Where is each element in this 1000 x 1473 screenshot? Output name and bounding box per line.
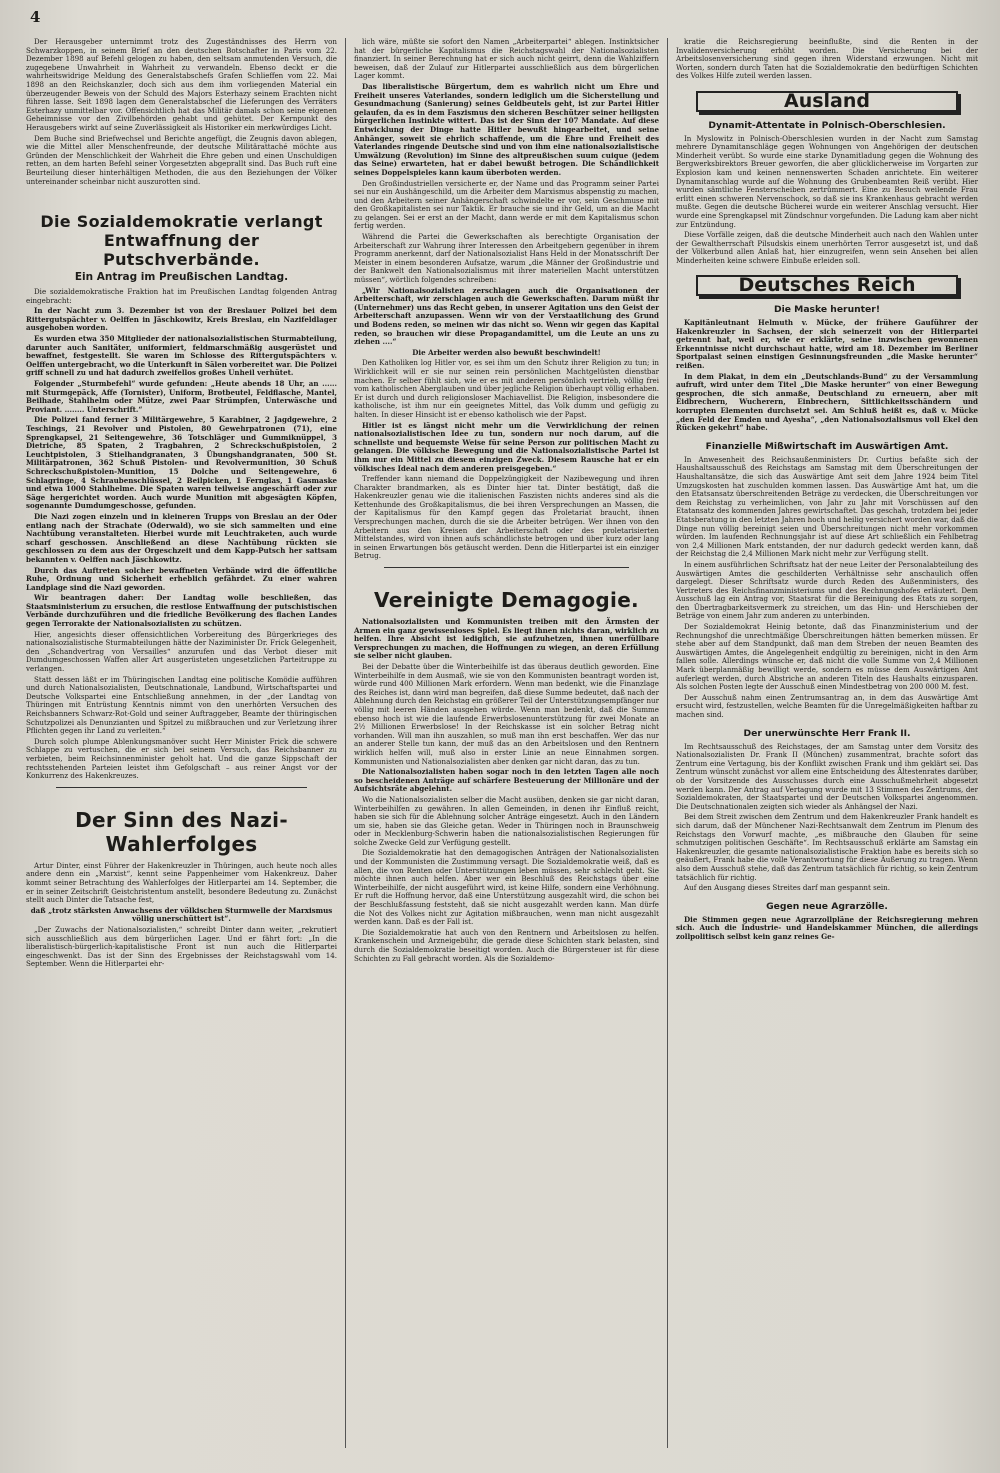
article-paragraph: Der Ausschuß nahm einen Zentrumsantrag an, in dem das Auswärtige Amt ersucht wird, festzustellen, welche Beamten für die Unregelmäßigkeiten haftbar zu machen sind. — [676, 692, 978, 719]
article-paragraph: Durch solch plumpe Ablenkungsmanöver sucht Herr Minister Frick die schwere Schlappe zu vertuschen, die er sich bei seinem Versuch, das Reichsbanner zu verbieten, beim Reichsinnenminister geholt hat. Und die ganze Sippschaft der rechtsstehenden Parteien leistet ihm Gefolgschaft – aus reiner Angst vor der Konkurrenz des Hakenkreuzes. — [26, 736, 337, 781]
column-3 — [668, 38, 978, 1448]
page-number: 4 — [30, 8, 41, 26]
article-paragraph: Wo die Nationalsozialisten selber die Macht ausüben, denken sie gar nicht daran, Winterbeihilfen zu gewähren. In allen Gemeinden, in denen ihr Einfluß reicht, haben sie sich für die Ablehnung solcher Anträge eingesetzt. Auch in den Ländern um sie, haben sie das Gleiche getan. Weder in Thüringen noch in Braunschweig oder in Mecklenburg-Schwerin haben die nationalsozialistischen Regierungen für solche Zwecke Geld zur Verfügung gestellt. — [354, 794, 659, 847]
article-paragraph: Die Stimmen gegen neue Agrarzollpläne der Reichsregierung mehren sich. Auch die Industrie- und Handelskammer München, die allerdings zollpolitisch selbst kein ganz reines Ge- — [676, 914, 978, 941]
article-headline: Vereinigte Demagogie. — [374, 588, 639, 613]
article-paragraph: Den Katholiken log Hitler vor, es sei ihm um den Schutz ihrer Religion zu tun; in Wirklichkeit will er sie nur seinen rein persönlichen Machtgelüsten dienstbar machen. Er selber fühlt sich, wie er es mit anderen persönlich vertrieb, völlig frei vom katholischen Aberglauben und über jegliche Religion überhaupt völlig erhaben. Er ist durch und durch religionsloser Machiavellist. Die Religion, insbesondere die katholische, ist ihm nur ein geeignetes Mittel, das Volk dumm und gefügig zu halten. In dieser Hinsicht ist er ebenso katholisch wie der Papst. — [354, 358, 659, 419]
article-paragraph: Den Großindustriellen versicherte er, der Name und das Programm seiner Partei sei nur ein Aushängeschild, um die Arbeiter dem Marxismus abspenstig zu machen, und den Arbeitern seiner Anhängerschaft schwindelte er vor, sein Geschmuse mit den Großkapitalisten sei nur Taktik. Er brauche sie und ihr Geld, um an die Macht zu gelangen. Sei er erst an der Macht, dann werde er mit dem Kapitalismus schon fertig werden. — [354, 178, 659, 231]
divider — [56, 787, 307, 788]
article-paragraph: Artur Dinter, einst Führer der Hakenkreuzler in Thüringen, auch heute noch alles andere denn ein „Marxist“, kennt seine Pappenheimer vom Hakenkreuz. Daher kommt seiner Betrachtung des Wahlerfolges der Hitlerpartei am 14. September, die er in seiner Zeitschrift Geistchristentum anstellt, besondere Bedeutung zu. Zunächst stellt auch Dinter die Tatsache fest, — [26, 860, 337, 905]
article-paragraph: Bei der Debatte über die Winterbeihilfe ist das überaus deutlich geworden. Eine Winterbeihilfe in dem Ausmaß, wie sie von den Kommunisten beantragt worden ist, würde rund 400 Millionen Mark erfordern. Wenn man bedenkt, wie die Finanzlage des Reiches ist, dann wird man begreifen, daß diese Summe bedeutet, daß nach der Ablehnung durch den Reichstag ein größerer Teil der Unterstützungsempfänger nur völlig mit leeren Händen ausgehen würde. Wenn man bedenkt, daß die Summe ebenso hoch ist wie die laufende Erwerbslosenunterstützung für zwei Monate an 2½ Millionen Erwerbslose! In der Reichskasse ist ein solcher Betrag nicht vorhanden. Will man ihn auszahlen, so muß man ihn erst beschaffen. Wer das nur an anderer Stelle tun kann, der muß das an den Arbeitslosen und den Rentnern wirklich helfen will, muß also in erster Linie an neue Einnahmen sorgen. Kommunisten und Nationalsozialisten aber denken gar nicht daran, das zu tun. — [354, 662, 659, 766]
article-paragraph: kratie die Reichsregierung beeinflußte, sind die Renten in der Invalidenversicherung erhöht worden. Die Versicherung bei der Arbeitslosenversicherung sind gegen ihren Widerstand erzwungen. Nicht mit Worten, sondern durch Taten hat die Sozialdemokratie den bedürftigen Schichten des Volkes Hilfe zuteil werden lassen. — [676, 38, 978, 81]
article-paragraph: In Myslowitz in Polnisch-Oberschlesien wurden in der Nacht zum Samstag mehrere Dynamitanschläge gegen Wohnungen von Angehörigen der deutschen Minderheit verübt. So wurde eine starke Dynamitladung gegen die Wohnung des Bergwerksbirektors Breuer geworfen, die aber glücklicherweise im Vorgarten zur Explosion kam und keinen nennenswerten Schaden anrichtete. Ein weiterer Dynamitanschlag wurde auf die Wohnung des Grubenbeamten Reiß verübt. Hier wurden sämtliche Fensterscheiben zertrümmert. Eine zu Besuch weilende Frau erlitt einen schweren Nervenschock, so daß sie ins Krankenhaus gebracht werden mußte. Gegen die deutsche Bücherei wurde ein weiterer Anschlag versucht. Hier wurde eine Sprengkapsel mit Zündschnur vorgefunden. Die Ladung kam aber nicht zur Entzündung. — [676, 133, 978, 229]
article-paragraph: Die Sozialdemokratie hat auch von den Rentnern und Arbeitslosen zu helfen. Krankenschein und Arzneigebühr, die gerade diese Schichten stark belasten, sind durch die Sozialdemokratie beseitigt worden. Auch die Bürgersteuer ist für diese Schichten zu Fall gebracht worden. Als die Sozialdemo- — [354, 927, 659, 963]
article-paragraph: Hier, angesichts dieser offensichtlichen Vorbereitung des Bürgerkrieges des nationalsozialistische Sturmabteilungen hätte der Naziminister Dr. Frick Gelegenheit, den „Schandvertrag von Versailles“ anzurufen und das Verbot dieser mit Dumdumgeschossen Waffen aller Art ausgerüsteten ungesetzlichen Parteitruppe zu verlangen. — [26, 629, 337, 674]
article-paragraph: Hitler ist es längst nicht mehr um die Verwirklichung der reinen nationalsozialistischen Idee zu tun, sondern nur noch darum, auf die schnellste und bequemste Weise für seine Person zur politischen Macht zu gelangen. Die völkische Bewegung und die Nationalsozialistische Partei ist ihm nur ein Mittel zu diesem einzigen Zweck. Diesem Rausche hat er ein völkisches Ideal nach dem anderen preisgegeben.“ — [354, 420, 659, 473]
article-paragraph: Die Polizei fand ferner 3 Militärgewehre, 5 Karabiner, 2 Jagdgewehre, 2 Teschings, 21 Revolver und Pistolen, 80 Gewehrpatronen (71), eine Sprengkapsel, 21 Seitengewehre, 36 Totschläger und Gummiknüppel, 3 Dietriche, 85 Spaten, 2 Tragbahren, 2 Schreckschußpistolen, 2 Leuchtpistolen, 3 Stielhandgranaten, 3 Übungshandgranaten, 500 St. Militärpatronen, 362 Schuß Pistolen- und Revolvermunition, 30 Schuß Schreckschußpistolen-Munition, 15 Dolche und Seitengewehre, 6 Schlagringe, 4 Schraubenschlüssel, 2 Beilpicken, 1 Fernglas, 1 Gasmaske und etwa 1000 Stahlhelme. Die Spaten waren teilweise angeschärft oder zur Säge hergerichtet worden. Auch wurde Munition mit abgesägten Köpfen, sogenannte Dumdumgeschosse, gefunden. — [26, 415, 337, 511]
article-headline: Der Sinn des Nazi-Wahlerfolges — [75, 807, 288, 856]
article-subheadline: Ein Antrag im Preußischen Landtag. — [74, 271, 289, 284]
article-paragraph: In der Nacht zum 3. Dezember ist von der Breslauer Polizei bei dem Rittergutspächter v. Oelffen in Jäschkowitz, Kreis Breslau, ein Nazifeldlager ausgehoben worden. — [26, 306, 337, 333]
article-paragraph: Das liberalistische Bürgertum, dem es wahrlich nicht um Ehre und Freiheit unseres Vaterlandes, sondern lediglich um die Sicherstellung und Gesundmachung (Sanierung) seines Geldbeutels geht, ist zur Partei Hitler gelaufen, da es in dem Faszismus den sicheren Beschützer seiner heiligsten bürgerlichen Instinkte wittert. Das ist der Sinn der 107 Mandate. Auf diese Entwicklung der Dinge hatte Hitler bewußt hingearbeitet, und seine Anhänger, soweit sie ehrlich schaffende, um die Ehre und Freiheit des Vaterlandes ringende Deutsche sind und von ihm eine nationalsozialistische Umwälzung (Revolution) im Sinne des altpreußischen suum cuique (jedem das Seine) erwarteten, hat er dabei bewußt betrogen. Die Schändlichkeit seines Doppelspieles kann kaum überboten werden. — [354, 81, 659, 177]
section-headline: Der unerwünschte Herr Frank II. — [743, 727, 911, 739]
article-paragraph: Es wurden etwa 350 Mitglieder der nationalsozialistischen Sturmabteilung, darunter auch Sanitäter, uniformiert, feldmarschmäßig ausgerüstet und bewaffnet, festgestellt. Sie waren im Schlosse des Rittergutspächters v. Oelffen untergebracht, wo die Unterkunft in Sälen vorbereitet war. Die Polizei griff schnell zu und hat dadurch zweifellos großes Unheil verhütet. — [26, 334, 337, 378]
article-paragraph: Die sozialdemokratische Fraktion hat im Preußischen Landtag folgenden Antrag eingebracht: — [26, 287, 337, 305]
article-paragraph: Diese Vorfälle zeigen, daß die deutsche Minderheit auch nach den Wahlen unter der Gewaltherrschaft Pilsudskis einem unerhörten Terror ausgesetzt ist, und daß der Völkerbund allen Anlaß hat, hier einzugreifen, wenn sein Ansehen bei allen Minderheiten keine schwere Einbuße erleiden soll. — [676, 230, 978, 265]
article-paragraph: Statt dessen läßt er im Thüringischen Landtag eine politische Komödie aufführen und durch Nationalsozialisten, Deutschnationale, Landbund, Wirtschaftspartei und Deutsche Volkspartei eine Entschließung annehmen, in der „der Landtag von Thüringen mit Entrüstung Kenntnis nimmt von den unerhörten Versuchen des Reichsbanners Schwarz-Rot-Gold und seiner Auftraggeber, Beamte der thüringischen Schutzpolizei als Denunzianten und Spitzel zu mißbrauchen und zur Verletzung ihrer Pflichten gegen ihr Land zu verleiten.“ — [26, 674, 337, 736]
divider — [384, 567, 629, 568]
article-paragraph: lich wäre, müßte sie sofort den Namen „Arbeiterpartei“ ablegen. Instinktsicher hat der bürgerliche Kapitalismus die Reichstagswahl der Nationalsozialisten finanziert. In seiner Berechnung hat er sich auch nicht geirrt, denn die Wahlziffern beweisen, daß der Zulauf zur Hitlerpartei ausschließlich aus dem bürgerlichen Lager kommt. — [354, 38, 659, 81]
columns — [26, 38, 978, 1448]
article-paragraph: Nationalsozialisten und Kommunisten treiben mit den Ärmsten der Armen ein ganz gewissenloses Spiel. Es liegt ihnen nichts daran, wirklich zu helfen. Ihre Absicht ist lediglich, sie aufzuhetzen, ihnen unerfüllbare Versprechungen zu machen, die Hoffnungen zu wiegen, an deren Erfüllung sie selber nicht glauben. — [354, 617, 659, 661]
article-paragraph: Kapitänleutnant Helmuth v. Mücke, der frühere Gauführer der Hakenkreuzler in Sachsen, der sich seinerzeit von der Hitlerpartei getrennt hat, weil er, wie er erklärte, seine inzwischen gewonnenen Erkenntnisse nicht durchschaut hatte, wird am 18. Dezember im Berliner Sportpalast seinen einstigen Gesinnungsfreunden „die Maske herunter“ reißen. — [676, 318, 978, 371]
article-paragraph: Bei dem Streit zwischen dem Zentrum und dem Hakenkreuzler Frank handelt es sich darum, daß der Münchener Nazi-Rechtsanwalt dem Zentrum im Plenum des Reichstags den Vorwurf machte, „es mißbrauche den Glauben für seine schmutzigen politischen Geschäfte“. Im Rechtsausschuß erklärte am Samstag ein Hakenkreuzler, die gesamte nationalsozialistische Fraktion habe es bereits sich so geäußert, Frank habe die volle Verantwortung für diese Äußerung zu tragen. Wenn also dem Ausschuß stehe, daß das Zentrum tatsächlich für richtig, so kein Zentrum tatsächlich für richtig. — [676, 812, 978, 882]
article-paragraph: Treffender kann niemand die Doppelzüngigkeit der Nazibewegung und ihren Charakter brandmarken, als es Dinter hier tat. Dinter bestätigt, daß die Hakenkreuzler genau wie die italienischen Faszisten nichts anderes sind als die Kettenhunde des Großkapitalismus, die bei ihren Versprechungen an Massen, die der Kapitalismus für den Kampf gegen das Proletariat braucht, ihnen Versprechungen machen, durch die sie die Arbeiter betrügen. Wer ihnen von den Arbeitern aus den Kreisen der Arbeiterschaft oder des proletarisierten Mittelstandes, wird von ihnen aufs schändlichste betrogen und über kurz oder lang in seinen Erwartungen bös getäuscht werden. Denn die Hitlerpartei ist ein einziger Betrug. — [354, 474, 659, 561]
column-2 — [346, 38, 668, 1448]
intro-paragraph: Dem Buche sind Briefwechsel und Berichte angefügt, die Zeugnis davon ablegen, wie die Mittel aller Menschenfreunde, der deutsche Militärattaché möchte aus Gründen der Menschlichkeit der Wahrheit die Ehre geben und einen Unschuldigen retten, an dem harten Befehl seiner Vorgesetzten abgeprallt sind. Das Buch ruft eine Beurteilung dieser hinterhältigen Methoden, die aus den Beziehungen der Völker untereinander scheinbar nicht auszurotten sind. — [26, 133, 337, 186]
article-paragraph: Während die Partei die Gewerkschaften als berechtigte Organisation der Arbeiterschaft zur Wahrung ihrer Interessen den Arbeitgebern gegenüber in ihrem Programm anerkennt, darf der Nationalsozialist Hans Held in der Monatsschrift Der Meister in einem besonderen Aufsatze, warum „die Männer der Großindustrie und der Bankwelt den Nationalsozialismus mit ihrer materiellen Macht unterstützen müssen“, wörtlich folgendes schreiben: — [354, 232, 659, 285]
article-paragraph: Die Sozialdemokratie hat den demagogischen Anträgen der Nationalsozialisten und der Kommunisten die Zustimmung versagt. Die Sozialdemokratie weiß, daß es allen, die von Renten oder Unterstützungen leben müssen, sehr schlecht geht. Sie möchte ihnen auch helfen. Aber wer ein Beschluß des Reichstags über eine Winterbeihilfe, der nicht ausgeführt wird, ist keine Hilfe, sondern eine Verhöhnung. Er ruft die Hoffnung hervor, daß eine Unterstützung ausgezahlt wird, die schon bei der Beschlußfassung feststeht, daß sie nicht ausgezahlt werden kann. Man dürfe die Not des Volkes nicht zur Agitation mißbrauchen, wenn man nicht ausgezahlt werden kann. Daß es der Fall ist. — [354, 848, 659, 927]
article-paragraph: Durch das Auftreten solcher bewaffneten Verbände wird die öffentliche Ruhe, Ordnung und Sicherheit erheblich gefährdet. Zu einer wahren Landplage sind die Nazi geworden. — [26, 565, 337, 592]
section-box-ausland: Ausland — [696, 91, 958, 112]
article-paragraph: Die Nazi zogen einzeln und in kleineren Trupps von Breslau an der Oder entlang nach der Strachate (Oderwald), wo sie sich sammelten und eine Nachtübung veranstalteten. Hierbei wurde mit Leuchtraketen, auch wurde scharf geschossen. Anschließend an diese Nachtübung rückten sie geschlossen zu dem aus der Orgeschzeit und dem Kapp-Putsch her sattsam bekannten v. Oelffen nach Jäschkowitz. — [26, 511, 337, 564]
section-headline: Finanzielle Mißwirtschaft im Auswärtigen Amt. — [705, 440, 949, 452]
article-paragraph: Die Arbeiter werden also bewußt beschwindelt! — [412, 347, 601, 357]
section-headline: Dynamit-Attentate in Polnisch-Oberschlesien. — [708, 119, 946, 131]
section-headline: Gegen neue Agrarzölle. — [766, 900, 888, 912]
article-paragraph: Die Nationalsozialisten haben sogar noch in den letzten Tagen alle noch so bescheidenen Anträge auf schärfere Besteuerung der Millionäre und der Aufsichtsräte abgelehnt. — [354, 767, 659, 794]
article-headline: Die Sozialdemokratie verlangt Entwaffnung der Putschverbände. — [40, 212, 323, 270]
section-box-deutsches-reich: Deutsches Reich — [696, 275, 958, 296]
article-paragraph: In einem ausführlichen Schriftsatz hat der neue Leiter der Personalabteilung des Auswärtigen Amtes die geschilderten Verhältnisse sehr anschaulich offen dargelegt. Dieser Schriftsatz wurde durch Reden des Außenministers, des Vertreters des Reichsfinanzministeriums und des Rechnungshofes erläutert. Dem Ausschuß lag ein Antrag vor, Staatsrat für die Bereinigung des Etats zu sorgen, den Übertragbarkeitsvermerk zu streichen, um das Hin- und Herschieben der Beträge von einem Jahr zum anderen zu unterbinden. — [676, 559, 978, 621]
intro-paragraph: Der Herausgeber unternimmt trotz des Zugeständnisses des Herrn von Schwarzkoppen, in seinem Brief an den deutschen Botschafter in Paris vom 22. Dezember 1898 auf Befehl gelogen zu haben, den seltsam anmutenden Versuch, die zugegebene Unwahrheit in Wahrheit zu verwandeln. Ebenso deckt er die wahrheitswidrige Meldung des Generalstabschefs Grafen Schlieffen vom 22. Mai 1898 an den Reichskanzler, doch sich aus dem ihm vorliegenden Material ein überzeugender Beweis von der Schuld des Majors Esterhazy seinem Erachten nicht führen lasse. Seit 1898 lagen dem Generalstabschef die Lieferungen des Verräters Esterhazy unmittelbar vor. Offensichtlich hat das Militär damals schon seine eigenen Geheimnisse vor den Zivilbehörden gehabt und gehütet. Der Kernpunkt des Herausgebers wirkt auf seine Zuverlässigkeit als Historiker ein merkwürdiges Licht. — [26, 38, 337, 132]
article-paragraph: Folgender „Sturmbefehl“ wurde gefunden: „Heute abends 18 Uhr, an ...... mit Sturmgepäck, Affe (Tornister), Uniform, Brotbeutel, Feldflasche, Mantel, Beilhade, Stahlhelm oder Mütze, zwei Paar Strümpfen, Unterwäsche und Proviant. ........ Unterschrift.“ — [26, 379, 337, 414]
article-paragraph: Wir beantragen daher: Der Landtag wolle beschließen, das Staatsministerium zu ersuchen, die restlose Entwaffnung der putschistischen Verbände durchzuführen und die friedliche Bevölkerung des flachen Landes gegen Terrorakte der Nationalsozialisten zu schützen. — [26, 593, 337, 629]
article-paragraph: Im Rechtsausschuß des Reichstages, der am Samstag unter dem Vorsitz des Nationalsozialisten Dr. Frank II (München) zusammentrat, brachte sofort das Zentrum eine Vertagung, bis der Konflikt zwischen Frank und ihm geklärt sei. Das Zentrum wünscht zunächst vor allem eine Entscheidung des Ältestenrates darüber, ob der Vorsitzende des Ausschusses durch eine Ausschußmehrheit abgesetzt werden kann. Der Antrag auf Vertagung wurde mit 13 Stimmen des Zentrums, der Sozialdemokraten, der Staatspartei und der Deutschen Volkspartei angenommen. Die Deutschnationalen zeigten sich wieder als Anhängsel der Nazi. — [676, 741, 978, 811]
article-paragraph: Auf den Ausgang dieses Streites darf man gespannt sein. — [684, 883, 890, 893]
article-paragraph: In dem Plakat, in dem ein „Deutschlands-Bund“ zu der Versammlung aufruft, wird unter dem Titel „Die Maske herunter“ von einer Bewegung gesprochen, die sich anmaße, Deutschland zu erneuern, aber mit Eidbrechern, Wucherern, Einbrechern, Sittlichkeitsschändern und korrupten Elementen durchsetzt sei. Am Schluß heißt es, daß v. Mücke „den Feld der Emden und Ayesha“, „den Nationalsozialismus voll Ekel den Rücken gekehrt“ habe. — [676, 371, 978, 433]
article-paragraph: daß „trotz stärksten Anwachsens der völkischen Sturmwelle der Marxismus völlig unerschüttert ist“. — [30, 905, 333, 924]
column-1 — [26, 38, 346, 1448]
article-quote: „Wir Nationalsozialisten zerschlagen auch die Organisationen der Arbeiterschaft, wir zerschlagen auch die Gewerkschaften. Darum müßt ihr (Unternehmer) uns das Recht geben, in unserer Agitation uns den Geist der Arbeiterschaft anzupassen. Wenn wir von der Verstaatlichung des Grund und Bodens reden, so meinen wir das nicht so. Wenn wir gegen das Kapital reden, so brauchen wir diese Propagandamittel, um die Leute an uns zu ziehen ....“ — [354, 285, 659, 347]
article-paragraph: Der Sozialdemokrat Heinig betonte, daß das Finanzministerium und der Rechnungshof die unrechtmäßige Überschreitungen hätten bemerken müssen. Er stehe aber auf dem Standpunkt, daß man dem Streben der neuen Beamten des Auswärtigen Amtes, die Angelegenheit endgültig zu bereinigen, nicht in den Arm fallen solle. Allerdings wünsche er, daß nicht die volle Summe von 2,4 Millionen Mark überplanmäßig bewilligt werde, sondern es müsse dem Auswärtigen Amt auferlegt werden, durch Abstriche an anderen Titeln des Haushalts einzusparen. Als solchen Posten legte der Ausschuß einen Mindestbetrag von 200 000 M. fest. — [676, 622, 978, 692]
section-headline: Die Maske herunter! — [773, 304, 881, 316]
article-paragraph: „Der Zuwachs der Nationalsozialisten,“ schreibt Dinter dann weiter, „rekrutiert sich ausschließlich aus dem bürgerlichen Lager. Und er fährt fort: „In die liberalistisch-bürgerlich-kapitalistische Front ist nun auch die Hitlerpartei eingeschwenkt. Das ist der Sinn des Ergebnisses der Reichstagswahl vom 14. September. Wenn die Hitlerpartei ehr- — [26, 924, 337, 969]
article-paragraph: In Anwesenheit des Reichsaußenministers Dr. Curtius befaßte sich der Haushaltsausschuß des Reichstags am Samstag mit dem Überschreitungen der Haushaltansätze, die sich das Auswärtige Amt seit dem Jahre 1924 beim Titel Umzugskosten hat zuschulden kommen lassen. Das Auswärtige Amt hat, um die den Etatsansatz überschreitenden Beträge zu verdecken, die Überschreitungen vor dem Reichstag zu verheimlichen, von Jahr zu Jahr mit Vorschüssen auf den Etatansatz des kommenden Jahres gewirtschaftet. Das geschah, trotzdem bei jeder Etatsberatung in den letzten Jahren hoch und heilig versichert worden war, daß die Dinge nun völlig bereinigt seien und Überschreitungen nicht mehr vorkommen würden. Im laufenden Rechnungsjahr ist auf diese Art schließlich ein Fehlbetrag von 2,4 Millionen Mark entstanden, der nur dadurch gedeckt werden kann, daß der Reichstag die 2,4 Millionen Mark nicht mehr zur Verfügung stellt. — [676, 454, 978, 559]
